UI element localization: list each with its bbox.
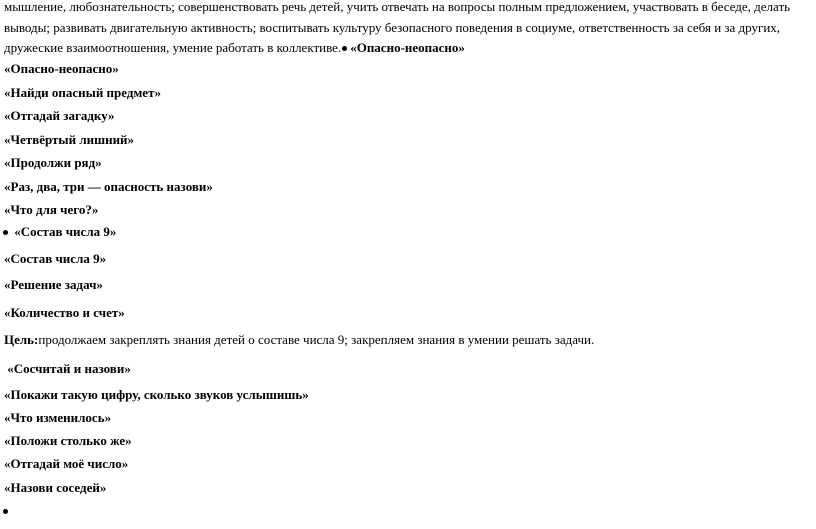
list-item: «Раз, два, три — опасность назови» <box>4 179 213 194</box>
intro-line-3 <box>4 40 465 56</box>
list-item: «Количество и счет» <box>4 305 125 320</box>
list-item: «Отгадай моё число» <box>4 456 129 471</box>
intro-line-3-text: дружеские взаимоотношения, умение работать в коллективе. <box>4 40 342 55</box>
bullet-icon <box>3 230 8 235</box>
list-item: «Решение задач» <box>4 277 103 292</box>
bullet-icon <box>3 509 8 514</box>
section-2-title-text: «Состав числа 9» <box>14 224 117 239</box>
list-item: «Сосчитай и назови» <box>4 361 131 376</box>
goal-label: Цель: <box>4 332 39 347</box>
list-item: «Назови соседей» <box>4 480 107 495</box>
list-item: «Отгадай загадку» <box>4 108 115 123</box>
list-item: «Найди опасный предмет» <box>4 85 161 100</box>
intro-line-1: мышление, любознательность; совершенствовать речь детей, учить отвечать на вопросы полным предложением, участвовать в беседе, делать <box>4 0 791 14</box>
list-item: «Покажи такую цифру, сколько звуков услышишь» <box>4 387 309 402</box>
list-item: «Четвёртый лишний» <box>4 132 135 147</box>
trailing-bullet <box>4 503 11 519</box>
intro-line-2: выводы; развивать двигательную активность; воспитывать культуру безопасного поведения в социуме, ответственность за себя и за других, <box>4 20 781 35</box>
goal-line <box>4 332 594 348</box>
list-item: «Что изменилось» <box>4 410 112 425</box>
list-item: «Продолжи ряд» <box>4 155 102 170</box>
list-item: «Что для чего?» <box>4 202 99 217</box>
section-2-title <box>4 224 116 240</box>
list-item: «Положи столько же» <box>4 433 132 448</box>
bullet-icon <box>342 46 347 51</box>
list-item: «Опасно-неопасно» <box>4 61 119 76</box>
list-item: «Состав числа 9» <box>4 251 107 266</box>
intro-line-3-title: «Опасно-неопасно» <box>350 40 465 55</box>
goal-text: продолжаем закреплять знания детей о составе числа 9; закрепляем знания в умении решать задачи. <box>38 332 595 347</box>
